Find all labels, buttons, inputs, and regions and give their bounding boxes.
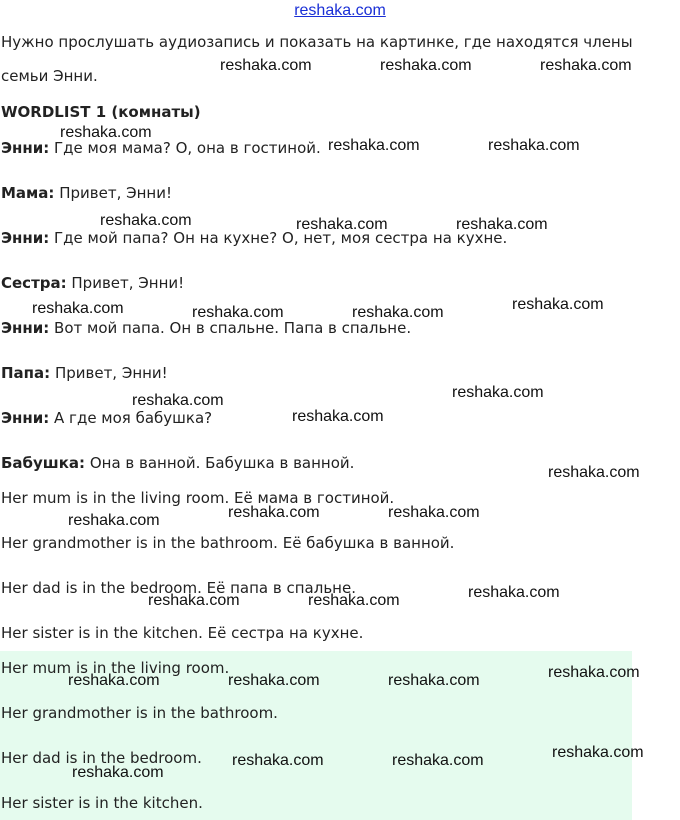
watermark: reshaka.com [100,212,192,229]
translation-line: Her mum is in the living room. Её мама в гостиной. [1,489,395,507]
watermark: reshaka.com [60,124,152,141]
watermark: reshaka.com [296,216,388,233]
speech-text: Вот мой папа. Он в спальне. Папа в спальне. [54,319,412,337]
task-text-line-2: семьи Энни. [1,67,98,85]
watermark: reshaka.com [452,384,544,401]
watermark: reshaka.com [228,504,320,521]
watermark: reshaka.com [352,304,444,321]
watermark: reshaka.com [232,752,324,769]
speech-text: Где моя мама? О, она в гостиной. [54,139,321,157]
watermark: reshaka.com [540,57,632,74]
dialogue-line [1,273,184,293]
task-text-line-1: Нужно прослушать аудиозапись и показать на картинке, где находятся члены [1,33,633,51]
speaker-name: Энни: [1,139,50,157]
dialogue-line [1,408,212,428]
watermark: reshaka.com [220,57,312,74]
speaker-name: Папа: [1,364,51,382]
watermark: reshaka.com [552,744,644,761]
watermark: reshaka.com [456,216,548,233]
speaker-name: Сестра: [1,274,67,292]
dialogue-line [1,363,168,383]
watermark: reshaka.com [32,300,124,317]
watermark: reshaka.com [388,504,480,521]
answer-line: Her grandmother is in the bathroom. [1,704,278,722]
watermark: reshaka.com [132,392,224,409]
speaker-name: Бабушка: [1,454,86,472]
speech-text: Привет, Энни! [54,364,168,382]
watermark: reshaka.com [488,137,580,154]
watermark: reshaka.com [468,584,560,601]
watermark: reshaka.com [72,764,164,781]
watermark: reshaka.com [192,304,284,321]
answer-line: Her sister is in the kitchen. [1,794,203,812]
speaker-name: Энни: [1,409,50,427]
watermark: reshaka.com [228,672,320,689]
watermark: reshaka.com [392,752,484,769]
dialogue-line [1,453,354,473]
speaker-name: Энни: [1,319,50,337]
watermark: reshaka.com [68,512,160,529]
speaker-name: Мама: [1,184,55,202]
speech-text: Она в ванной. Бабушка в ванной. [89,454,355,472]
watermark: reshaka.com [512,296,604,313]
answer-line: Her mum is in the living room. [1,659,230,677]
watermark: reshaka.com [548,664,640,681]
dialogue-line [1,228,507,248]
dialogue-line [1,183,172,203]
translation-line: Her grandmother is in the bathroom. Её бабушка в ванной. [1,534,455,552]
watermark: reshaka.com [388,672,480,689]
translation-line: Her dad is in the bedroom. Её папа в спальне. [1,579,356,597]
watermark: reshaka.com [292,408,384,425]
speech-text: Привет, Энни! [71,274,185,292]
watermark: reshaka.com [68,672,160,689]
watermark: reshaka.com [308,592,400,609]
wordlist-heading: WORDLIST 1 (комнаты) [1,103,201,121]
answer-line: Her dad is in the bedroom. [1,749,202,767]
speech-text: А где моя бабушка? [54,409,213,427]
watermark: reshaka.com [148,592,240,609]
speaker-name: Энни: [1,229,50,247]
dialogue-line [1,138,321,158]
translation-line: Her sister is in the kitchen. Её сестра на кухне. [1,624,364,642]
watermark: reshaka.com [380,57,472,74]
site-header-link[interactable]: reshaka.com [294,2,386,19]
watermark: reshaka.com [328,137,420,154]
speech-text: Привет, Энни! [59,184,172,202]
speech-text: Где мой папа? Он на кухне? О, нет, моя сестра на кухне. [54,229,508,247]
watermark: reshaka.com [548,464,640,481]
